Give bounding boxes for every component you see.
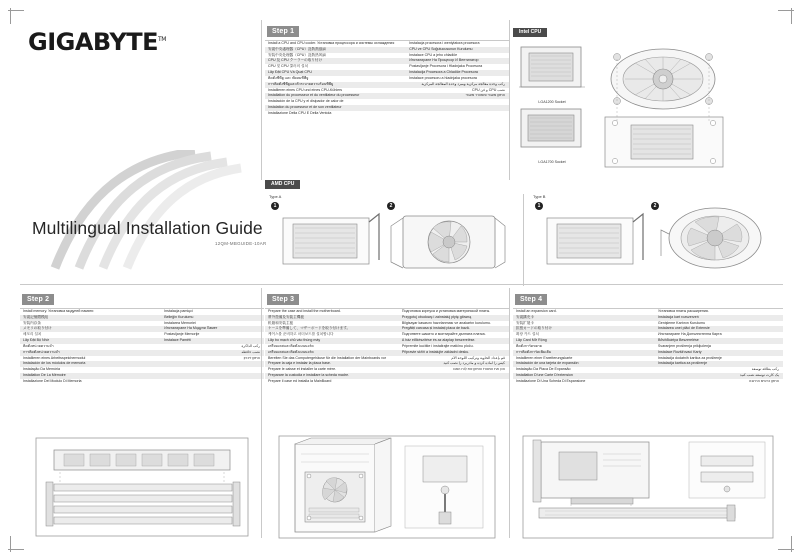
translation-left: Instalación de la CPU y el disipador de calor de (268, 99, 344, 104)
translation-left: Lắp Đặt CPU Và Quạt CPU (268, 70, 312, 75)
step1-text-table (265, 41, 509, 117)
step-number-2-b: 2 (651, 202, 659, 210)
translation-right: Подготовка корпуса и установка материнской платы. (401, 309, 491, 313)
translation-right: Instalacja pamięci (164, 309, 193, 313)
translation-right (161, 379, 264, 385)
translation-left: Installazione Di Una Scheda Di Espansione (516, 378, 586, 383)
lga1700-socket-illustration (515, 107, 589, 155)
document-code: 12QM-MBGUIDE-10AR (215, 241, 267, 246)
translation-right: Instalace Rozšiřovací Karty (658, 349, 702, 354)
translation-left: Prepare the case and install the motherboard. (268, 309, 341, 313)
step3-text-table (265, 309, 509, 385)
step2-label: Step 2 (22, 294, 54, 305)
translation-left: 확장 카드 설치 (516, 332, 539, 337)
translation-left: 安装中央处理器（CPU）及散热风扇 (268, 52, 326, 57)
translation-left: Instalação Da Placa De Expansão (516, 367, 571, 372)
translation-left: Install memory. Установка модулей памяти (23, 309, 94, 313)
translation-row (20, 379, 264, 385)
translation-left: Instalation du processeur et de son ventilateur (268, 104, 342, 109)
translation-left: Lắp bo mạch chủ vào thùng máy (268, 338, 321, 343)
step2-text-table (20, 309, 264, 385)
translation-row (265, 111, 509, 117)
socket-label-2: LGA1700 Socket (538, 160, 566, 164)
translation-right: Bővítőkártya Beszerelése (658, 338, 699, 343)
translation-left: メモリの取り付け (23, 326, 52, 331)
crop-mark (10, 536, 11, 552)
translation-right: قم بإعداد الحاوية وتركيب اللوحة الأم (451, 355, 505, 360)
translation-right: Przygotuj obudowę i zainstaluj płytę główną (401, 314, 472, 319)
translation-right: Postavljanje Procesora i Hladnjaka Procesora (409, 64, 483, 69)
translation-left: Installation du processeur et du ventilateur du processeur (268, 93, 360, 98)
translation-right: Инсталиране На Процесор И Вентилатор (409, 58, 479, 63)
translation-right: نصب CPU و فن CPU (471, 87, 505, 92)
translation-left: Install an expansion card. (516, 309, 557, 313)
translation-right: Instalarea unei plăci de Extensie (658, 326, 710, 331)
translation-right: Инсталиране На Модули Памет (164, 326, 218, 331)
translation-left: การติดตั้งการ์ดเพิ่มเติม (516, 349, 552, 354)
page-title: Multilingual Installation Guide (32, 218, 263, 238)
brand-logo-text: GIGABYTE (28, 28, 159, 56)
translation-left: Installation De La Mémoire (23, 372, 66, 377)
translation-left: Prepare il case ed installa la MainBoard (268, 378, 332, 383)
translation-left: CPU 及 CPU クーラーの取り付け (268, 58, 323, 63)
translation-left: CPU 및 CPU 쿨러의 설치 (268, 64, 308, 69)
translation-left: เตรียมเคสและติดตั้งเมนบอร์ด (268, 349, 314, 354)
translation-right: Instalace CPU a jeho chladiče (409, 52, 458, 57)
translation-left: ติดตั้งการ์ดขยาย (516, 343, 542, 348)
translation-left: 케이스를 준비하고 마더보드를 설치합니다 (268, 332, 334, 337)
translation-right: Instalacija dodatnih kartica za proširenje (658, 355, 722, 360)
translation-right: Instalace Pamětí (164, 338, 191, 343)
translation-left: 將外殼備及安裝主機板 (268, 314, 304, 319)
step2-panel (20, 288, 264, 428)
translation-left: การติดตั้งหน่วยความจำ (23, 349, 60, 354)
translation-right: نصب حافظه (241, 349, 260, 354)
amd-cpu-tag: AMD CPU (265, 180, 300, 189)
translation-row (513, 379, 783, 385)
translation-left: Installazione Del Modulo Di Memoria (23, 378, 82, 383)
intel-cooler-illustration (597, 41, 779, 171)
translation-left: Preparare la custodia e installare la scheda madre. (268, 372, 350, 377)
translation-right: کیس را آماده کرده و مادربرد را نصب کنید (443, 361, 505, 366)
translation-right: התקן כרטיס הרחבה (749, 378, 779, 383)
section-divider (20, 284, 783, 285)
translation-left: Instalación de los módulos de memoria (23, 361, 86, 366)
translation-left: 安裝擴充卡 (516, 314, 534, 319)
intel-cpu-diagram (513, 20, 783, 170)
translation-left: Lắp Đặt Bộ Nhớ (23, 338, 49, 343)
translation-left: 机箱和安装主板 (268, 320, 294, 325)
memory-install-illustration (20, 432, 264, 542)
step3-panel (265, 288, 509, 428)
translation-right: Pripremite kućište i instalirajte matičnu ploču. (401, 343, 474, 348)
translation-left: เตรียมเคสและติดตั้งเมนบอร์ด (268, 343, 314, 348)
translation-right: یک کارت توسعه نصب کنید (739, 372, 779, 377)
brand-logo (28, 28, 166, 56)
translation-left: การติดตั้งซีพียูและตัวระบายความร้อนซีพียู (268, 81, 334, 86)
translation-right: رکب الذاکرة (241, 343, 260, 348)
translation-left: Instalação Da Memória (23, 367, 60, 372)
translation-left: Install a CPU and CPU cooler. Установка процессора и системы охлаждения (268, 41, 395, 45)
socket-label-1: LGA1200 Socket (538, 100, 566, 104)
decorative-swoosh (45, 150, 245, 270)
step-number-1-b: 1 (535, 202, 543, 210)
translation-right (406, 111, 509, 117)
translation-right: رکب وحدة معالجة مركزية ومبرد وحدة المعالجة المركزية (421, 81, 505, 86)
translation-left: 安装内存条 (23, 320, 41, 325)
translation-left: ติดตั้งซีพียู และ พัดลมซีพียู (268, 75, 309, 80)
translation-left: Installation D'une Carte D'extension (516, 372, 573, 377)
intel-cpu-tag: Intel CPU (513, 28, 547, 37)
translation-left: Bereiten Sie das Computergehäuse für die Installation der Mainboards vor (268, 355, 387, 360)
translation-left: Instalación de una tarjeta de expansión (516, 361, 579, 366)
amd-type-a-illustration (269, 200, 509, 276)
crop-mark (791, 536, 792, 552)
column-divider-3 (509, 20, 510, 180)
translation-right: Pregătiți carcasa și instalați placa de bază. (401, 326, 470, 331)
column-divider-4 (261, 20, 262, 180)
translation-left: Lắp Card Mở Rộng (516, 338, 547, 343)
step4-text-table (513, 309, 783, 385)
translation-left: 安装扩展卡 (516, 320, 534, 325)
translation-right: رکب بطاقة توسعة (751, 367, 779, 372)
translation-right: הכן את המארז והתקן את לוח האם (453, 367, 505, 372)
step3-label: Step 3 (267, 294, 299, 305)
translation-right: Инсталиране На Допълнителна Карта (658, 332, 722, 337)
translation-row (265, 41, 509, 47)
amd-panel-divider (523, 194, 524, 286)
translation-left: 拡張カードの取り付け (516, 326, 552, 331)
step1-label: Step 1 (267, 26, 299, 37)
column-divider-2 (509, 288, 510, 538)
translation-right: Svaranjem proširenja priključenja (658, 343, 711, 348)
crop-mark (10, 8, 11, 24)
translation-left: ติดตั้งหน่วยความจำ (23, 343, 54, 348)
translation-right: Instalacja kart rozszerzeń (658, 314, 699, 319)
amd-type-b-illustration (533, 200, 773, 276)
translation-right: A ház előkészítése és az alaplap beszerelése. (401, 338, 476, 343)
brand-trademark: TM (158, 36, 166, 43)
case-install-illustration (265, 432, 509, 542)
step-number-1-a: 1 (271, 202, 279, 210)
type-b-label: Type B (533, 194, 546, 199)
translation-left: Prepare la caja e instalar la placa base. (268, 361, 331, 366)
step4-panel (513, 288, 783, 428)
translation-left: 安裝記憶體模組 (23, 314, 49, 319)
translation-right: Instalacja procesora i wentylatora procesora (409, 41, 480, 45)
translation-right: Установка платы расширения. (658, 309, 709, 313)
crop-mark (791, 8, 792, 24)
translation-left: Installazione Della CPU E Della Ventola (268, 110, 332, 115)
translation-right: Belleğin Kurulumu (164, 314, 194, 319)
translation-right: Подгответе шасито и монтирайте дънната платка. (401, 332, 486, 337)
type-a-label: Type A (269, 194, 282, 199)
translation-left: ケースを準備して、マザーボードを取り付けます。 (268, 326, 351, 331)
translation-right: Genişleme Kartının Kurulumu (658, 320, 706, 325)
lga1200-socket-illustration (515, 43, 589, 95)
translation-right: Instalace procesoru a hladnjaka procesora (409, 75, 477, 80)
column-divider-1 (261, 288, 262, 538)
step-number-2-a: 2 (387, 202, 395, 210)
translation-left: Installieren eines Arbeitsspeichermodul (23, 355, 86, 360)
translation-left: 安裝中央處理器（CPU）及散熱風扇 (268, 46, 326, 51)
translation-right: Připravte skříň a instalujte základní desku. (401, 349, 470, 354)
translation-left: 메모리 설치 (23, 332, 42, 337)
translation-left: Installieren eines CPU und eines CPU-Kühlers (268, 87, 343, 92)
step1-panel (265, 20, 509, 165)
amd-cpu-diagram (265, 172, 783, 282)
translation-right (399, 379, 509, 385)
translation-right: התקן זיכרון (243, 355, 260, 360)
translation-right: Instalacija kartica za proširenje (658, 361, 708, 366)
translation-right: Instalacija Procesora a Chladiče Procesora (409, 70, 478, 75)
translation-right: Bilgisayar kasasını hazırlanması ve anakartın kurulumu. (401, 320, 491, 325)
translation-right: CPU ve CPU Soğutucusunun Kurulumu (409, 46, 473, 51)
step4-label: Step 4 (515, 294, 547, 305)
translation-right: Postavljanje Memorije (164, 332, 200, 337)
translation-row (265, 379, 509, 385)
expansion-card-illustration (513, 432, 783, 542)
translation-right: התקן מעבד ומאוורר מעבד (465, 93, 505, 98)
translation-right: Instalarea Memoriei (164, 320, 196, 325)
translation-left: Prepare le caisse et installer la carte mère. (268, 367, 337, 372)
translation-left: Installieren einer Erweiterungskarte (516, 355, 573, 360)
